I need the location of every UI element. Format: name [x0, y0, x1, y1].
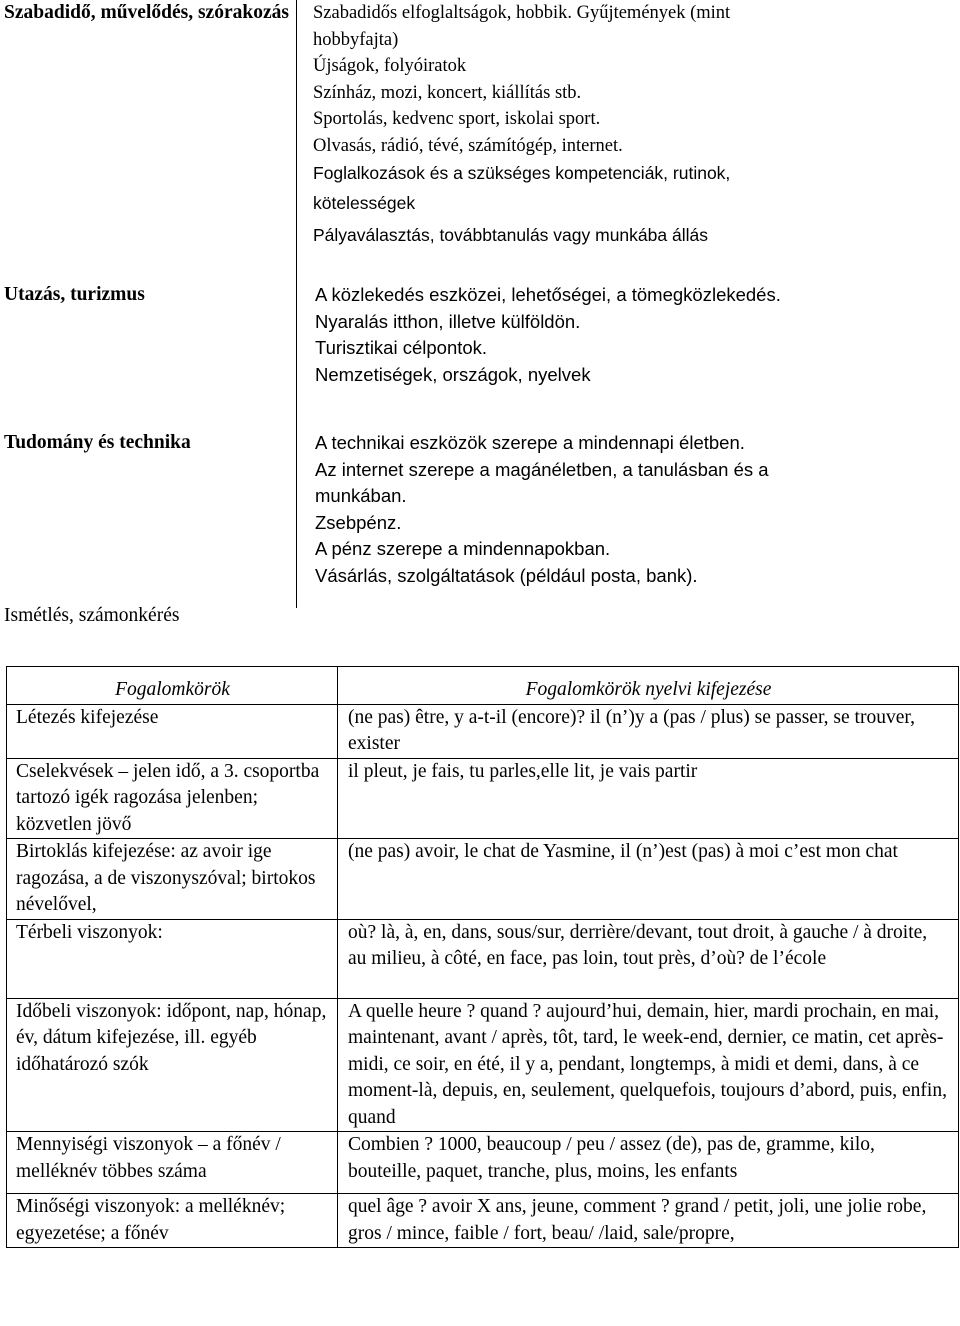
topic-item: Sportolás, kedvenc sport, iskolai sport.	[313, 109, 601, 129]
topic-item: Újságok, folyóiratok	[313, 56, 467, 76]
expression-cell: A quelle heure ? quand ? aujourd’hui, demain, hier, mardi prochain, en mai, maintenant, avant / après, tôt, tard, le week-end, dernier, ce matin, cet après-midi, ce soir, en été, il y a, pendant, longtemps, à midi et demi, dans, à ce moment-là, depuis, en, seulement, quelquefois, toujours d’abord, puis, enfin, quand	[338, 998, 959, 1132]
expression-cell: (ne pas) être, y a-t-il (encore)? il (n’)y a (pas / plus) se passer, se trouver, exister	[338, 704, 959, 758]
topic-item: kötelességek	[313, 193, 416, 213]
concept-cell: Minőségi viszonyok: a melléknév; egyezetése; a főnév	[7, 1194, 338, 1248]
header-concepts: Fogalomkörök	[7, 667, 338, 705]
topic-item: Zsebpénz.	[315, 511, 402, 533]
topic-item: Színház, mozi, koncert, kiállítás stb.	[313, 82, 582, 103]
table-row	[7, 1194, 959, 1248]
topic-item: Nyaralás itthon, illetve külföldön.	[315, 310, 581, 332]
expression-cell: Combien ? 1000, beaucoup / peu / assez (de), pas de, gramme, kilo, bouteille, paquet, tranche, plus, moins, les enfants	[338, 1132, 959, 1194]
topic-row	[0, 282, 959, 388]
expression-cell: il pleut, je fais, tu parles,elle lit, je vais partir	[338, 758, 959, 839]
topic-name: Tudomány és technika	[0, 430, 297, 608]
topic-row	[0, 0, 959, 252]
section-title: Ismétlés, számonkérés	[4, 605, 180, 626]
table-row	[7, 839, 959, 920]
topic-name: Szabadidő, művelődés, szórakozás	[0, 0, 297, 252]
topic-item: Szabadidős elfoglaltságok, hobbik. Gyűjtemények (mint	[313, 3, 731, 23]
concept-cell: Birtoklás kifejezése: az avoir ige ragozása, a de viszonyszóval; birtokos névelővel,	[7, 839, 338, 920]
concept-table-header	[7, 667, 959, 705]
concept-cell: Cselekvések – jelen idő, a 3. csoportba tartozó igék ragozása jelenben; közvetlen jövő	[7, 758, 338, 839]
topic-item: A technikai eszközök szerepe a mindennapi életben.	[315, 432, 745, 453]
concept-cell: Létezés kifejezése	[7, 704, 338, 758]
topic-item: Foglalkozások és a szükséges kompetenciák, rutinok,	[313, 163, 731, 183]
topic-name: Utazás, turizmus	[0, 282, 297, 388]
table-row	[7, 919, 959, 998]
topic-items	[297, 282, 960, 388]
table-row	[7, 704, 959, 758]
topic-item: Vásárlás, szolgáltatások (például posta, bank).	[315, 564, 698, 586]
topic-item: hobbyfajta)	[313, 29, 399, 50]
table-row	[7, 758, 959, 839]
topic-item: Olvasás, rádió, tévé, számítógép, internet.	[313, 135, 623, 156]
topic-item: Nemzetiségek, országok, nyelvek	[315, 363, 591, 385]
topics-table	[0, 0, 959, 608]
header-expressions: Fogalomkörök nyelvi kifejezése	[338, 667, 959, 705]
table-row	[7, 998, 959, 1132]
topic-item: Az internet szerepe a magánéletben, a tanulásban és a	[315, 458, 769, 480]
concept-cell: Mennyiségi viszonyok – a főnév / melléknév többes száma	[7, 1132, 338, 1194]
topic-items	[297, 430, 960, 608]
expression-cell: quel âge ? avoir X ans, jeune, comment ? grand / petit, joli, une jolie robe, gros / mince, faible / fort, beau/ /laid, sale/propre,	[338, 1194, 959, 1248]
topic-item: A pénz szerepe a mindennapokban.	[315, 538, 611, 559]
topic-item: Turisztikai célpontok.	[315, 337, 488, 358]
topic-item: A közlekedés eszközei, lehetőségei, a tömegközlekedés.	[315, 284, 781, 305]
concept-cell: Térbeli viszonyok:	[7, 919, 338, 998]
expression-cell: où? là, à, en, dans, sous/sur, derrière/devant, tout droit, à gauche / à droite, au milieu, à côté, en face, pas loin, tout près, d’où? de l’école	[338, 919, 959, 998]
concept-cell: Időbeli viszonyok: időpont, nap, hónap, év, dátum kifejezése, ill. egyéb időhatározó szók	[7, 998, 338, 1132]
topic-item: Pályaválasztás, továbbtanulás vagy munkába állás	[313, 225, 708, 245]
topic-items	[297, 0, 960, 252]
topic-item: munkában.	[315, 485, 407, 506]
topic-row	[0, 430, 959, 608]
concept-table	[6, 666, 959, 1248]
table-row	[7, 1132, 959, 1194]
expression-cell: (ne pas) avoir, le chat de Yasmine, il (n’)est (pas) à moi c’est mon chat	[338, 839, 959, 920]
